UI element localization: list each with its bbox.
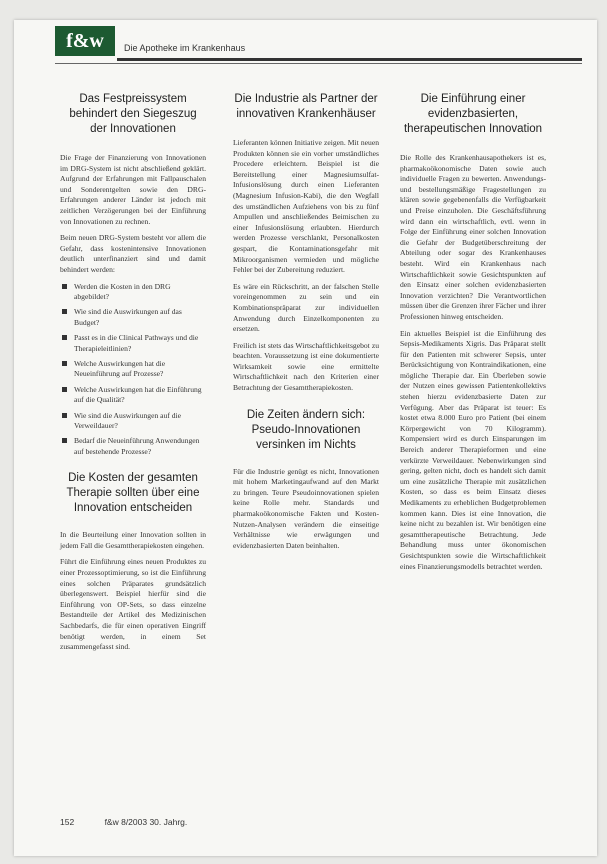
- column-1: [60, 92, 206, 659]
- col2-heading-2: Die Zeiten ändern sich: Pseudo-Innovationen versinken im Nichts: [246, 408, 366, 451]
- col3-heading: Die Einführung einer evidenzbasierten, therapeutischen Innovation: [403, 93, 543, 135]
- col3-paragraph: Ein aktuelles Beispiel ist die Einführung des Sepsis-Medikaments Xigris. Das Präparat stellt für den Patienten mit schwerer Sepsis, unter Berücksichtigung von Kontraindikationen, eine mögliche Therapie dar. Ein Überleben sowie der Nutzen eines gewissen Patientenkollektivs stehen hierzu evidenzbasierte Daten zur Verfügung. Aber das Präparat ist teuer: Es kostet etwa 8.000 Euro pro Patient (bei einem Körpergewicht von 70 Kilogramm). Kompensiert wird es durch Einsparungen im Bereich anderer Therapieformen und eine verkürzte Verweildauer. Nebenwirkungen sind gering, gelten nicht, doch es handelt sich damit um eine zusätzliche Therapie mit zusätzlichen Kosten, so dass es beim Einsatz dieses Medikaments zu erheblichen Budgetproblemen kommen kann. Dies ist eine Innovation, die keine nicht zu bezahlen ist. Wir benötigen eine gesamttherapeutische Betrachtung. Jede Behandlung muss unter ökonomischen Gesichtspunkten sowie die Wirtschaftlichkeit eines Finanzierungsmodells betrachtet werden.: [400, 328, 546, 571]
- bullet-item: Wie sind die Auswirkungen auf das Budget?: [60, 307, 206, 328]
- square-bullet-icon: [62, 335, 67, 340]
- col1-heading-2: Die Kosten der gesamten Therapie sollten über eine Innovation entscheiden: [66, 472, 200, 515]
- col2-paragraph: Freilich ist stets das Wirtschaftlichkeitsgebot zu beachten. Voraussetzung ist eine dokumentierte Wirksamkeit sowie eine ermittelte Wirtschaftlichkeit nach den Kriterien einer Betrachtung der Gesamttherapiekosten.: [233, 340, 379, 393]
- square-bullet-icon: [62, 438, 67, 443]
- journal-logo: f&w: [55, 26, 115, 56]
- col1-paragraph: Führt die Einführung eines neuen Produktes zu einer Prozessoptimierung, so ist die Einführung eines solchen Präparates grundsätzlich überlegenswert. Beispiel hierfür sind die Einführung von OP-Sets, so dass einzelne Bestandteile der Artikel des Medizinischen Sachbedarfs, die für einen operativen Eingriff benötigt werden, in einem Set zusammengefasst sind.: [60, 557, 206, 652]
- square-bullet-icon: [62, 361, 67, 366]
- page-footer: [60, 817, 215, 827]
- header-title: Die Apotheke im Krankenhaus: [124, 43, 246, 53]
- col2-paragraph: Es wäre ein Rückschritt, an der falschen Stelle voreingenommen zu sein und ein Kombinationspräparat zur individuellen Anwendung durch Einzelkomponenten zu ersetzen.: [233, 281, 379, 334]
- col1-heading: Das Festpreissystem behindert den Siegeszug der Innovationen: [69, 93, 197, 135]
- issue-info: f&w 8/2003 30. Jahrg.: [104, 817, 188, 827]
- col1-paragraph: Beim neuen DRG-System besteht vor allem die Gefahr, dass kostenintensive Innovationen deutlich unterfinanziert sind und damit behindert werden:: [60, 233, 206, 274]
- col2-paragraph: Für die Industrie genügt es nicht, Innovationen mit hohem Marketingaufwand auf den Markt zu bringen. Teure Pseudoinnovationen spielen keine Rolle mehr. Standards und pharmakoökonomische Fakten und Kosten-Nutzen-Analysen verändern die einseitige Verhältnisse wie erwägungen und evidenzbasierten Daten beinhalten.: [233, 466, 379, 550]
- bullet-item: Welche Auswirkungen hat die Einführung auf die Qualität?: [60, 385, 206, 406]
- header-rule-thin: [55, 63, 582, 64]
- bullet-item: Wie sind die Auswirkungen auf die Verweildauer?: [60, 411, 206, 432]
- col1-bullet-list: [60, 282, 206, 458]
- page-number: 152: [60, 817, 75, 827]
- square-bullet-icon: [62, 284, 67, 289]
- col1-paragraph: Die Frage der Finanzierung von Innovationen im DRG-System ist nicht abschließend geklärt. Aufgrund der Erfahrungen mit Fallpauschalen und Sonderentgelten sowie den DRG-Erfahrungen anderer Länder ist jedoch mit zeitlichen Verzögerungen bei der Einführung von Innovationen zu rechnen.: [60, 153, 206, 226]
- column-2: [233, 92, 379, 557]
- header-rule: [117, 58, 582, 61]
- bullet-item: Passt es in die Clinical Pathways und die Therapieleitlinien?: [60, 333, 206, 354]
- col1-paragraph: In die Beurteilung einer Innovation sollten in jedem Fall die Gesamttherapiekosten eingehen.: [60, 530, 206, 550]
- bullet-item: Werden die Kosten in den DRG abgebildet?: [60, 282, 206, 303]
- col2-paragraph: Lieferanten können Initiative zeigen. Mit neuen Produkten können sie ein vorher umständliches Procedere erleichtern. Beispiel ist die Bereitstellung einer Magnesiumsulfat-Infusionslösung durch einen Lieferanten (Magnesium Infusion-Kabi), die den Wegfall des umständlichen Aufziehens von bis zu fünf Ampullen und anschließendes Beimischen zu einer Infusionslösung erlaubten. Hierdurch werden Prozesse verschlankt, Personalkosten gespart, die Kontaminationsgefahr mit Mikroorganismen vermieden und mögliche Fehler bei der Zubereitung reduziert.: [233, 138, 379, 275]
- bullet-item: Welche Auswirkungen hat die Neueinführung auf Prozesse?: [60, 359, 206, 380]
- square-bullet-icon: [62, 413, 67, 418]
- square-bullet-icon: [62, 309, 67, 314]
- square-bullet-icon: [62, 387, 67, 392]
- col3-paragraph: Die Rolle des Krankenhausapothekers ist es, pharmakoökonomische Daten sowie auch individuelle Fragen zu bewerten. Anwendungs- und bestellungsmäßige Fragestellungen zu klären sowie gegebenenfalls die Verfügbarkeit und Preise einzuholen. Die Geschäftsführung wird dann ein wirtschaftlich, evtl. wenn in Folge der Einführung einer solchen Innovation die Gefahr der Budgetüberschreitung der Abteilung oder sogar des Krankenhauses besteht. Wird ein Krankenhaus nach Wirtschaftlichkeit sowie Gesichtspunkten auf den Einsatz einer solchen evidenzbasierten Innovation verzichten? Die Verantwortlichen müssen über die Grenzen ihrer Fächer und ihrer Professionen hinweg entscheiden.: [400, 153, 546, 321]
- column-3: [400, 92, 546, 578]
- bullet-item: Bedarf die Neueinführung Anwendungen auf bestehende Prozesse?: [60, 436, 206, 457]
- col2-heading: Die Industrie als Partner der innovativen Krankenhäuser: [234, 93, 378, 120]
